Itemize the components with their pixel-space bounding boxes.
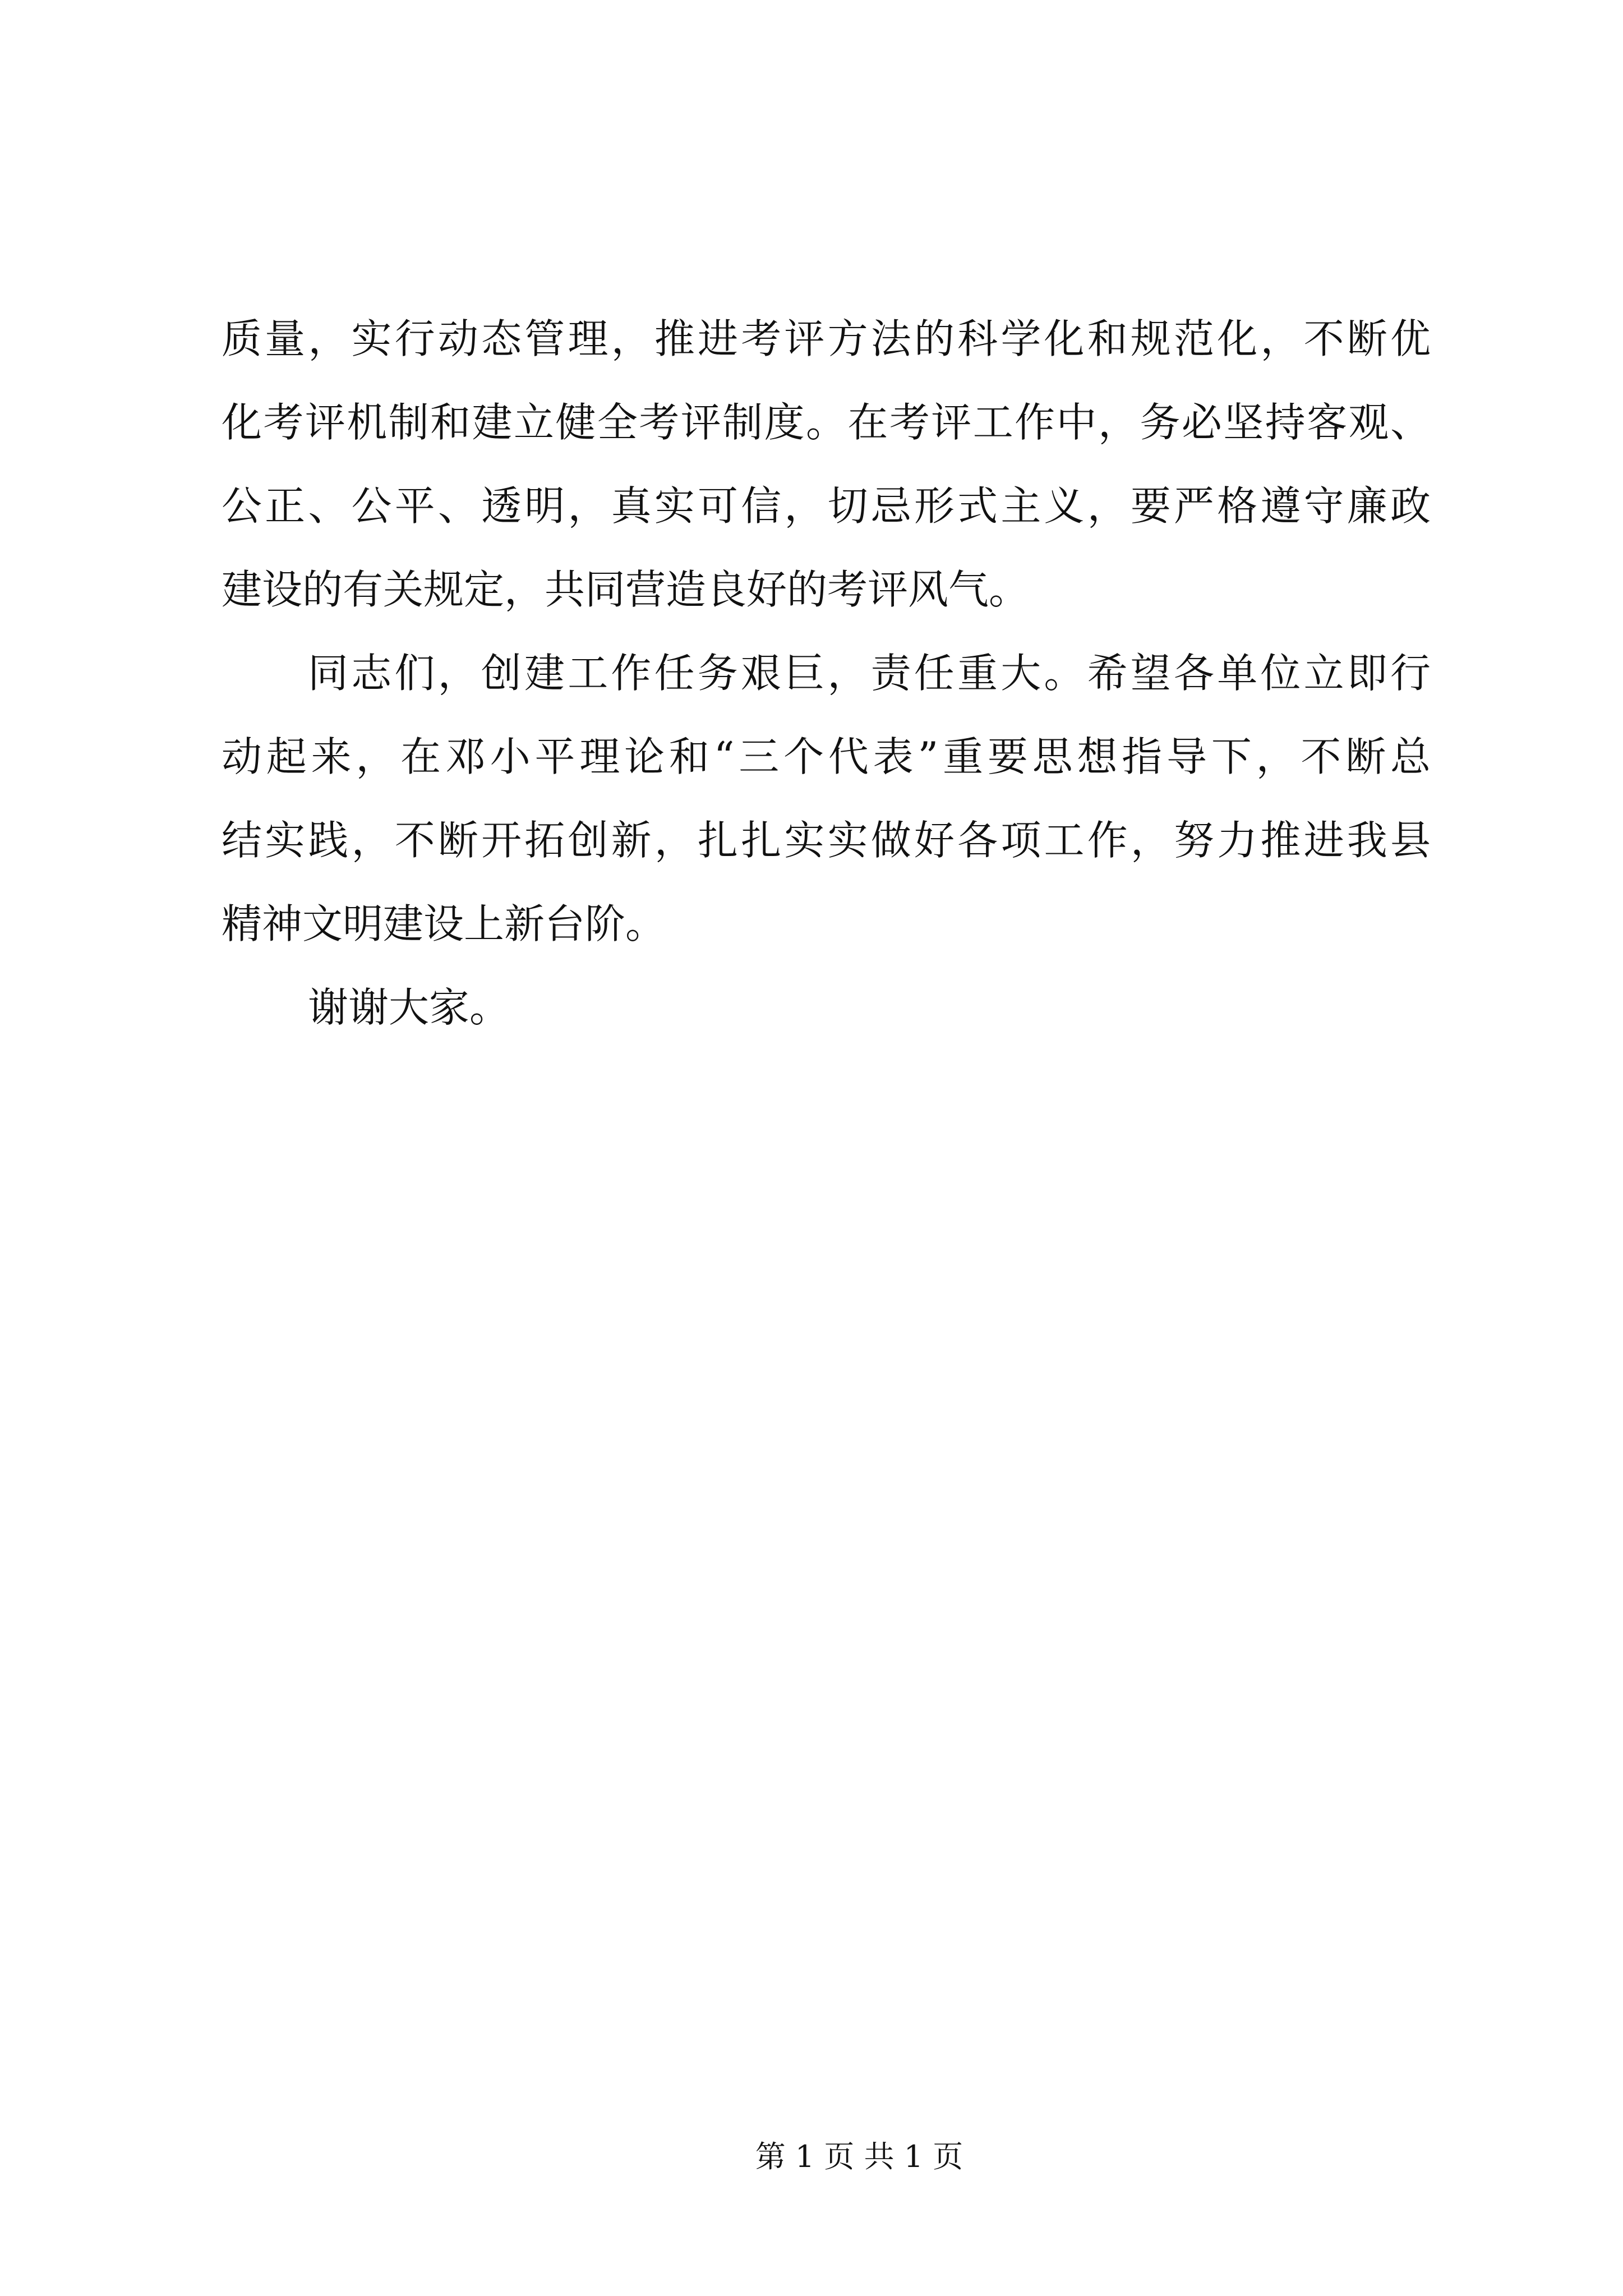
text-line: 建设的有关规定，共同营造良好的考评风气。 bbox=[222, 566, 1030, 613]
body-text bbox=[222, 297, 1431, 1050]
text-line: 同志们，创建工作任务艰巨，责任重大。希望各单位立即行 bbox=[308, 650, 1431, 697]
text-line: 谢谢大家。 bbox=[308, 984, 510, 1031]
text-line: 动起来，在邓小平理论和“三个代表”重要思想指导下，不断总 bbox=[222, 733, 1431, 780]
text-line: 公正、公平、透明，真实可信，切忌形式主义，要严格遵守廉政 bbox=[222, 482, 1431, 530]
text-line: 化考评机制和建立健全考评制度。在考评工作中，务必坚持客观、 bbox=[222, 399, 1431, 446]
paragraph-3 bbox=[222, 966, 1431, 1050]
page-footer: 第 1 页 共 1 页 bbox=[755, 2139, 963, 2174]
text-line: 精神文明建设上新台阶。 bbox=[222, 900, 666, 947]
paragraph-1 bbox=[222, 297, 1431, 632]
text-line: 结实践，不断开拓创新，扎扎实实做好各项工作，努力推进我县 bbox=[222, 817, 1431, 864]
paragraph-2 bbox=[222, 632, 1431, 966]
text-line: 质量，实行动态管理，推进考评方法的科学化和规范化，不断优 bbox=[222, 315, 1431, 362]
